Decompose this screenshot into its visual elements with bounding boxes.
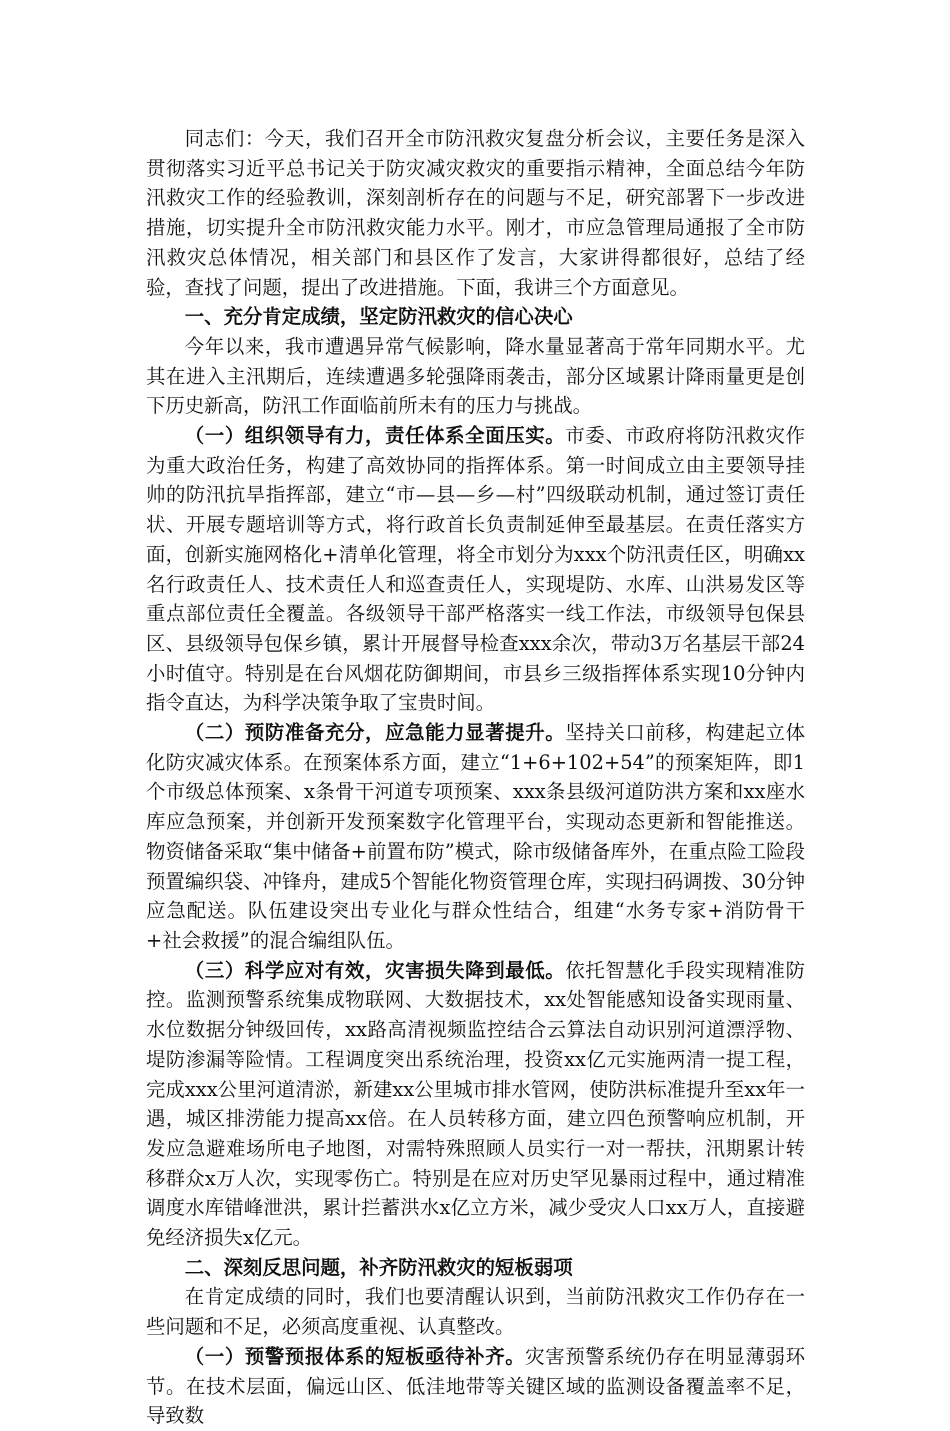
subsection-2-1-title: （一）预警预报体系的短板亟待补齐。 — [184, 1344, 526, 1368]
subsection-1-2-body: 坚持关口前移，构建起立体化防灾减灾体系。在预案体系方面，建立“1+6+102+54”的预案矩阵，即1个市级总体预案、x条骨干河道专项预案、xxx条县级河道防洪方案和xx座水库应急预案，并创新开发预案数字化管理平台，实现动态更新和智能推送。物资储备采取“集中储备+前置布防”模式，除市级储备库外，在重点险工险段预置编织袋、冲锋舟，建成5个智能化物资管理仓库，实现扫码调拨、30分钟应急配送。队伍建设突出专业化与群众性结合，组建“水务专家+消防骨干+社会救援”的混合编组队伍。 — [146, 721, 806, 952]
section-2-intro-paragraph: 在肯定成绩的同时，我们也要清醒认识到，当前防汛救灾工作仍存在一些问题和不足，必须高度重视、认真整改。 — [146, 1285, 805, 1339]
subsection-1-1-body: 市委、市政府将防汛救灾作为重大政治任务，构建了高效协同的指挥体系。第一时间成立由主要领导挂帅的防汛抗旱指挥部，建立“市—县—乡—村”四级联动机制，通过签订责任状、开展专题培训等方式，将行政首长负责制延伸至最基层。在责任落实方面，创新实施网格化+清单化管理，将全市划分为xxx个防汛责任区，明确xx名行政责任人、技术责任人和巡查责任人，实现堤防、水库、山洪易发区等重点部位责任全覆盖。各级领导干部严格落实一线工作法，市级领导包保县区、县级领导包保乡镇，累计开展督导检查xxx余次，带动3万名基层干部24小时值守。特别是在台风烟花防御期间，市县乡三级指挥体系实现10分钟内指令直达，为科学决策争取了宝贵时间。 — [146, 424, 806, 715]
subsection-1-3-title: （三）科学应对有效，灾害损失降到最低。 — [184, 958, 566, 982]
subsection-1-2-paragraph — [146, 718, 805, 956]
subsection-1-3-paragraph — [146, 956, 805, 1253]
document-page — [146, 124, 805, 1431]
section-1-intro-paragraph: 今年以来，我市遭遇异常气候影响，降水量显著高于常年同期水平。尤其在进入主汛期后，连续遭遇多轮强降雨袭击，部分区域累计降雨量更是创下历史新高，防汛工作面临前所未有的压力与挑战。 — [146, 334, 805, 418]
subsection-1-2-title: （二）预防准备充分，应急能力显著提升。 — [184, 721, 566, 745]
subsection-2-1-body: 灾害预警系统仍存在明显薄弱环节。在技术层面，偏远山区、低洼地带等关键区域的监测设备覆盖率不足，导致数 — [146, 1344, 806, 1428]
subsection-1-3-body: 依托智慧化手段实现精准防控。监测预警系统集成物联网、大数据技术，xx处智能感知设备实现雨量、水位数据分钟级回传，xx路高清视频监控结合云算法自动识别河道漂浮物、堤防渗漏等险情。工程调度突出系统治理，投资xx亿元实施两清一提工程，完成xxx公里河道清淤，新建xx公里城市排水管网，使防洪标准提升至xx年一遇，城区排涝能力提高xx倍。在人员转移方面，建立四色预警响应机制，开发应急避难场所电子地图，对需特殊照顾人员实行一对一帮扶，汛期累计转移群众x万人次，实现零伤亡。特别是在应对历史罕见暴雨过程中，通过精准调度水库错峰泄洪，累计拦蓄洪水x亿立方米，减少受灾人口xx万人，直接避免经济损失x亿元。 — [146, 958, 806, 1250]
subsection-2-1-paragraph — [146, 1342, 805, 1431]
subsection-1-1-paragraph — [146, 421, 805, 718]
section-heading-1: 一、充分肯定成绩，坚定防汛救灾的信心决心 — [184, 305, 573, 329]
section-heading-2: 二、深刻反思问题，补齐防汛救灾的短板弱项 — [184, 1255, 573, 1279]
opening-paragraph: 同志们：今天，我们召开全市防汛救灾复盘分析会议，主要任务是深入贯彻落实习近平总书记关于防灾减灾救灾的重要指示精神，全面总结今年防汛救灾工作的经验教训，深刻剖析存在的问题与不足，研究部署下一步改进措施，切实提升全市防汛救灾能力水平。刚才，市应急管理局通报了全市防汛救灾总体情况，相关部门和县区作了发言，大家讲得都很好，总结了经验，查找了问题，提出了改进措施。下面，我讲三个方面意见。 — [146, 127, 805, 299]
subsection-1-1-title: （一）组织领导有力，责任体系全面压实。 — [184, 424, 566, 448]
